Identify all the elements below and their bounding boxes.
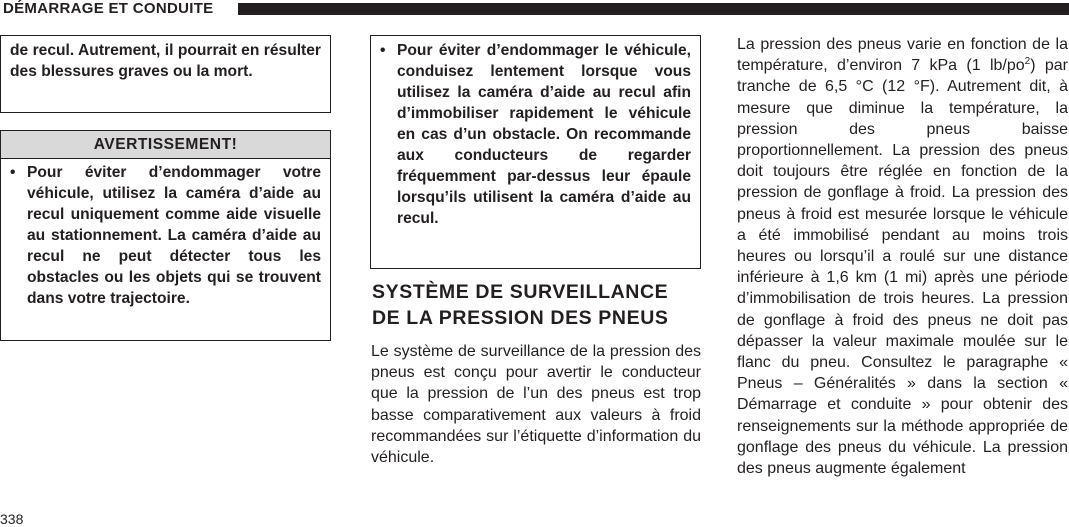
caution-continuation-box <box>0 35 331 113</box>
pressure-paragraph-part-2: ) par tranche de 6,5 °C (12 °F). Autrement dit, à mesure que diminue la température, la pression des pneus baisse proportionnellement. La pression des pneus doit toujours être réglée en fonction de la pression de gonflage à froid. La pression des pneus à froid est mesurée lorsque le véhicule a été immobilisé pendant au moins trois heures ou lorsqu’il a roulé sur une distance inférieure à 1,6 km (1 mi) après une période d’immobilisation de trois heures. La pression de gonflage à froid des pneus ne doit pas dépasser la valeur maximale moulée sur le flanc du pneu. Consultez le paragraphe « Pneus – Généralités » dans la section « Démarrage et conduite » pour obtenir des renseignements sur la méthode appropriée de gonflage des pneus du véhicule. La pression des pneus augmente également <box>737 57 1068 478</box>
section-heading <box>372 279 702 331</box>
caution-bullet-item <box>371 40 700 229</box>
superscript-2: 2 <box>1024 56 1031 68</box>
pressure-paragraph-part-1: La pression des pneus varie en fonction de la température, d’environ 7 kPa (1 lb/po <box>737 36 1068 75</box>
section-heading-line-1: SYSTÈME DE SURVEILLANCE <box>372 281 669 303</box>
chapter-title: DÉMARRAGE ET CONDUITE <box>3 0 214 17</box>
section-heading-line-2: DE LA PRESSION DES PNEUS <box>372 307 669 329</box>
header-rule <box>238 3 1069 15</box>
warning-box <box>0 130 331 341</box>
caution-bullet-text: Pour éviter d’endommager le véhicule, conduisez lentement lorsque vous utilisez la caméra d’aide au recul afin d’immobiliser rapidement le véhicule en cas d’un obstacle. On recommande aux conducteurs de regarder fréquemment par-dessus leur épaule lorsqu’ils utilisent la caméra d’aide au recul. <box>397 42 691 227</box>
intro-paragraph: Le système de surveillance de la pression des pneus est conçu pour avertir le conducteur que la pression de l’un des pneus est trop basse comparativement aux valeurs à froid recommandées sur l’étiquette d’information du véhicule. <box>371 343 701 467</box>
bullet-icon: • <box>380 42 386 59</box>
caution-continuation-text: de recul. Autrement, il pourrait en résulter des blessures graves ou la mort. <box>10 42 321 80</box>
pressure-paragraph <box>737 34 1068 479</box>
page-header <box>0 0 1069 22</box>
warning-bullet-item <box>1 162 330 309</box>
caution-box <box>370 35 701 269</box>
page-number: 338 <box>0 511 24 527</box>
warning-bullet-text: Pour éviter d’endommager votre véhicule, utilisez la caméra d’aide au recul uniquement comme aide visuelle au stationnement. La caméra d’aide au recul ne peut détecter tous les obstacles ou les objets qui se trouvent dans votre trajectoire. <box>27 164 321 307</box>
warning-title: AVERTISSEMENT! <box>1 131 330 159</box>
bullet-icon: • <box>10 164 16 181</box>
